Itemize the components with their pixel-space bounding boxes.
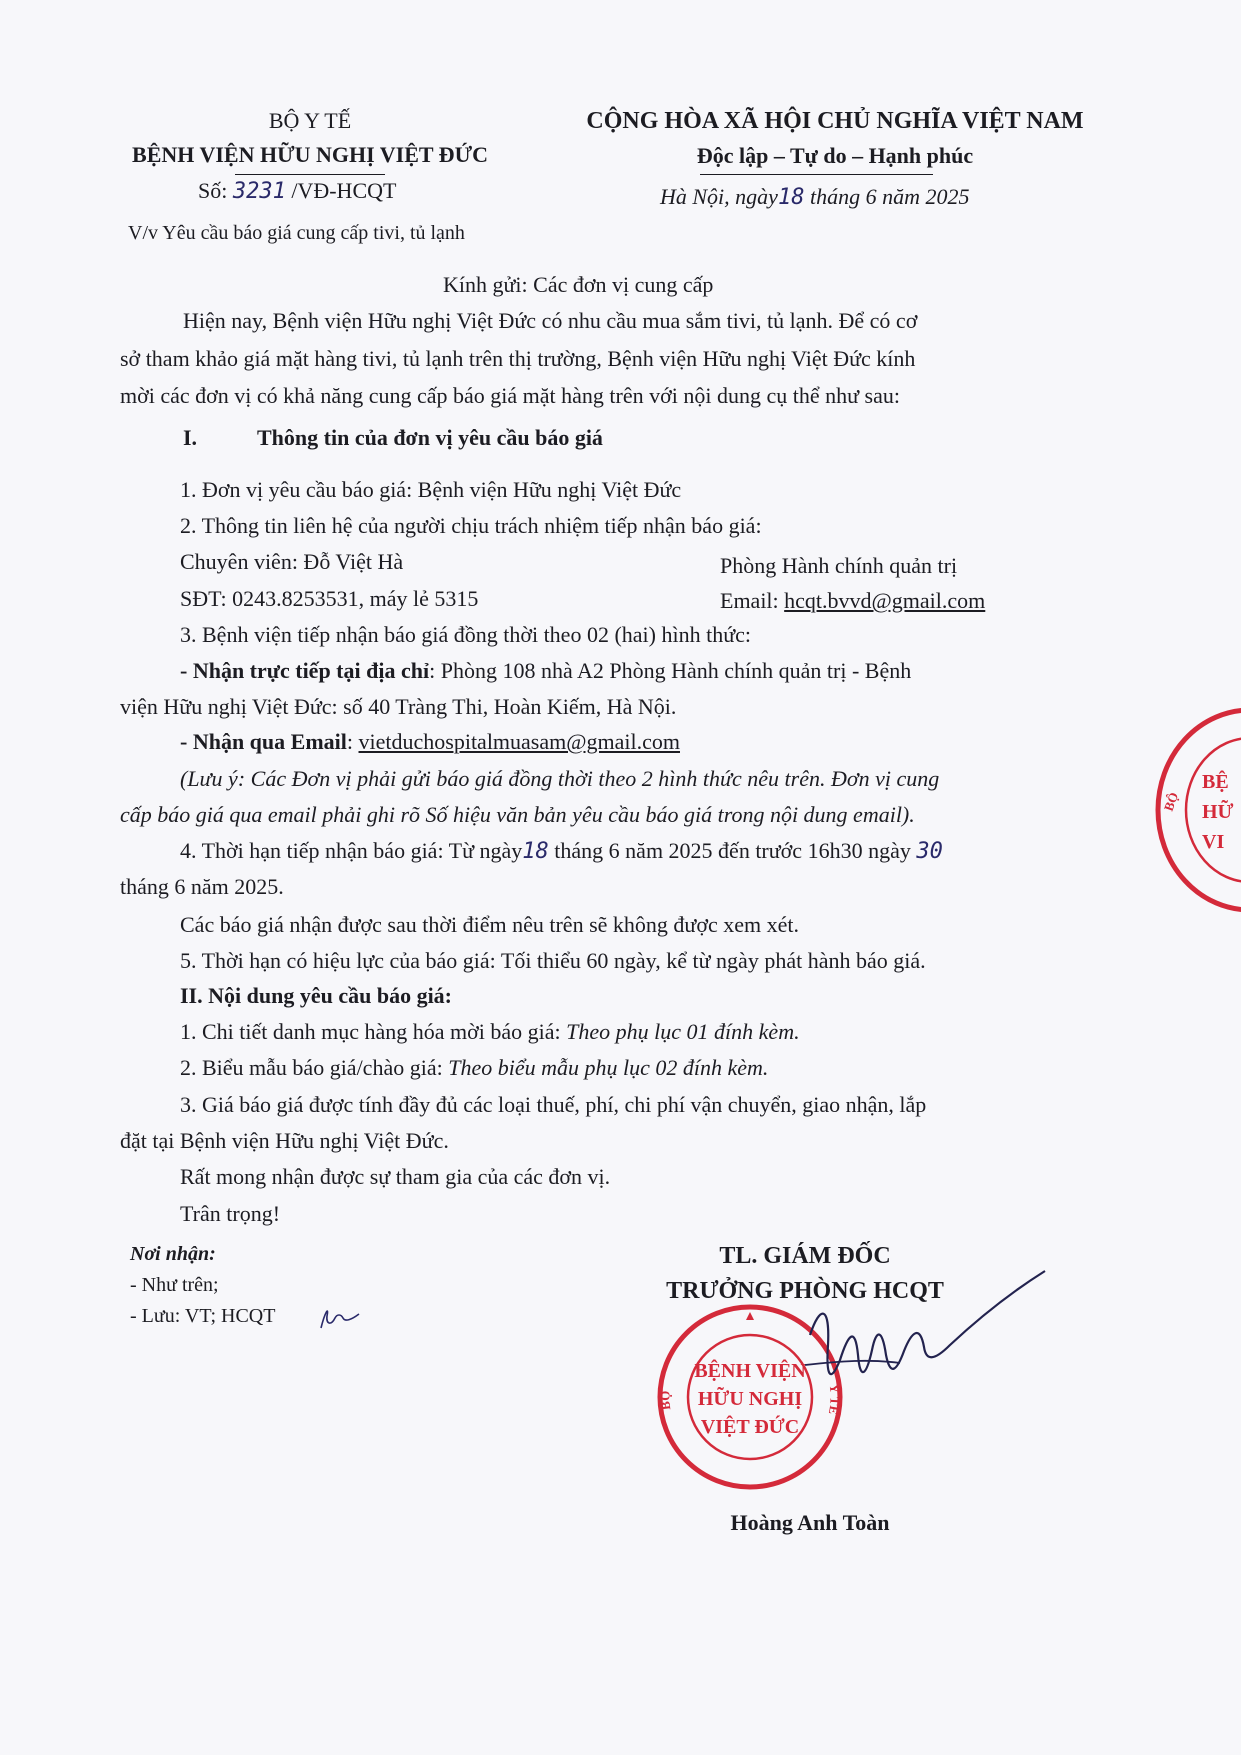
contact-phone: SĐT: 0243.8253531, máy lẻ 5315 (180, 586, 479, 611)
number-suffix: /VĐ-HCQT (291, 178, 397, 203)
section-1-item-4 (180, 838, 943, 864)
item-4-continuation: tháng 6 năm 2025. (120, 874, 284, 899)
seal-ring-right: Y TẾ (825, 1383, 843, 1416)
seal-line-2: HỮU NGHỊ (697, 1388, 803, 1410)
section-1-numeral: I. (183, 425, 198, 450)
contact-email-link[interactable]: hcqt.bvvd@gmail.com (784, 588, 986, 613)
document-number (198, 178, 396, 204)
section-2-item-1-text: 1. Chi tiết danh mục hàng hóa mời báo giá: (180, 1019, 561, 1044)
section-1-item-3: 3. Bệnh viện tiếp nhận báo giá đồng thời theo 02 (hai) hình thức: (180, 622, 752, 647)
initials-signature-icon (317, 1302, 362, 1332)
contact-email-label: Email: (720, 588, 779, 613)
note-line-2: cấp báo giá qua email phải ghi rõ Số hiệu văn bản yêu cầu báo giá trong nội dung email). (120, 802, 915, 827)
section-2-item-2-ref: Theo biểu mẫu phụ lục 02 đính kèm. (448, 1055, 769, 1080)
date-suffix: tháng 6 năm 2025 (809, 184, 970, 209)
director-signature-icon (800, 1265, 1050, 1425)
email-delivery-label: - Nhận qua Email (180, 729, 347, 754)
section-2-item-2-text: 2. Biểu mẫu báo giá/chào giá: (180, 1055, 443, 1080)
signature-title-1: TL. GIÁM ĐỐC (719, 1243, 891, 1269)
seal-star-icon (746, 1312, 754, 1320)
direct-delivery-line-1 (180, 658, 911, 684)
seal-line-1: BỆNH VIỆN (694, 1360, 806, 1382)
edge-seal-line-3: VI (1202, 831, 1225, 853)
intro-line-1: Hiện nay, Bệnh viện Hữu nghị Việt Đức có nhu cầu mua sắm tivi, tủ lạnh. Để có cơ (183, 308, 918, 333)
direct-delivery-text: : Phòng 108 nhà A2 Phòng Hành chính quản trị - Bệnh (429, 658, 912, 683)
edge-seal-icon (1150, 700, 1241, 920)
number-prefix: Số: (198, 178, 228, 203)
intro-line-2: sở tham khảo giá mặt hàng tivi, tủ lạnh trên thị trường, Bệnh viện Hữu nghị Việt Đức kính (120, 346, 916, 371)
motto-underline (700, 174, 933, 175)
seal-line-3: VIỆT ĐỨC (700, 1416, 800, 1438)
number-handwritten: 3231 (232, 179, 286, 204)
national-motto: Độc lập – Tự do – Hạnh phúc (696, 143, 974, 168)
email-delivery-sep: : (346, 729, 354, 754)
ministry-name: BỘ Y TẾ (268, 108, 352, 133)
recipients-title: Nơi nhận: (130, 1243, 216, 1265)
contact-email-line (720, 588, 985, 614)
section-2-item-3-line-2: đặt tại Bệnh viện Hữu nghị Việt Đức. (120, 1128, 449, 1153)
item-4-day-2: 30 (916, 839, 943, 864)
section-2-item-3-line-1: 3. Giá báo giá được tính đầy đủ các loại thuế, phí, chi phí vận chuyển, giao nhận, lắp (180, 1092, 927, 1117)
signature-title-2: TRƯỞNG PHÒNG HCQT (666, 1278, 944, 1304)
date-day: 18 (777, 185, 805, 210)
item-4-text-b: tháng 6 năm 2025 đến trước 16h30 ngày (554, 838, 911, 863)
intro-line-3: mời các đơn vị có khả năng cung cấp báo giá mặt hàng trên với nội dung cụ thể như sau: (120, 383, 900, 408)
country-name: CỘNG HÒA XÃ HỘI CHỦ NGHĨA VIỆT NAM (586, 108, 1084, 134)
section-2-item-2 (180, 1055, 768, 1081)
closing-line-1: Rất mong nhận được sự tham gia của các đơn vị. (180, 1164, 611, 1189)
email-delivery-line (180, 729, 680, 755)
edge-seal-ring: BỘ (1160, 790, 1182, 814)
contact-department: Phòng Hành chính quản trị (720, 553, 958, 578)
item-4-day-1: 18 (522, 839, 549, 864)
section-1-title: Thông tin của đơn vị yêu cầu báo giá (257, 425, 603, 450)
section-1-item-1: 1. Đơn vị yêu cầu báo giá: Bệnh viện Hữu nghị Việt Đức (180, 477, 682, 502)
section-2-title: II. Nội dung yêu cầu báo giá: (180, 983, 453, 1008)
section-1-item-5: 5. Thời hạn có hiệu lực của báo giá: Tối thiểu 60 ngày, kể từ ngày phát hành báo giá. (180, 948, 926, 973)
email-delivery-link[interactable]: vietduchospitalmuasam@gmail.com (358, 729, 680, 754)
direct-delivery-label: - Nhận trực tiếp tại địa chỉ (180, 658, 430, 683)
seal-ring-left: BỘ (657, 1390, 674, 1411)
item-4-text-a: 4. Thời hạn tiếp nhận báo giá: Từ ngày (180, 838, 523, 863)
item-4-note: Các báo giá nhận được sau thời điểm nêu trên sẽ không được xem xét. (180, 912, 799, 937)
document-subject: V/v Yêu cầu báo giá cung cấp tivi, tủ lạnh (128, 222, 465, 244)
direct-delivery-line-2: viện Hữu nghị Việt Đức: số 40 Tràng Thi, Hoàn Kiếm, Hà Nội. (120, 694, 677, 719)
contact-name: Chuyên viên: Đỗ Việt Hà (180, 549, 404, 574)
section-1-item-2: 2. Thông tin liên hệ của người chịu trách nhiệm tiếp nhận báo giá: (180, 513, 762, 538)
note-line-1: (Lưu ý: Các Đơn vị phải gửi báo giá đồng thời theo 2 hình thức nêu trên. Đơn vị cung (180, 766, 940, 791)
issue-date (660, 184, 969, 210)
recipients-line-1: - Như trên; (130, 1274, 219, 1296)
section-2-item-1-ref: Theo phụ lục 01 đính kèm. (566, 1019, 800, 1044)
section-2-item-1 (180, 1019, 800, 1045)
date-prefix: Hà Nội, ngày (660, 184, 778, 209)
hospital-name: BỆNH VIỆN HỮU NGHỊ VIỆT ĐỨC (132, 142, 488, 167)
edge-seal-line-1: BỆ (1202, 771, 1229, 793)
hospital-underline (235, 174, 385, 175)
signer-name: Hoàng Anh Toàn (730, 1510, 890, 1535)
recipients-line-2: - Lưu: VT; HCQT (130, 1305, 276, 1327)
edge-seal-line-2: HỮ (1202, 801, 1234, 823)
closing-line-2: Trân trọng! (180, 1201, 281, 1226)
salutation: Kính gửi: Các đơn vị cung cấp (443, 272, 714, 297)
